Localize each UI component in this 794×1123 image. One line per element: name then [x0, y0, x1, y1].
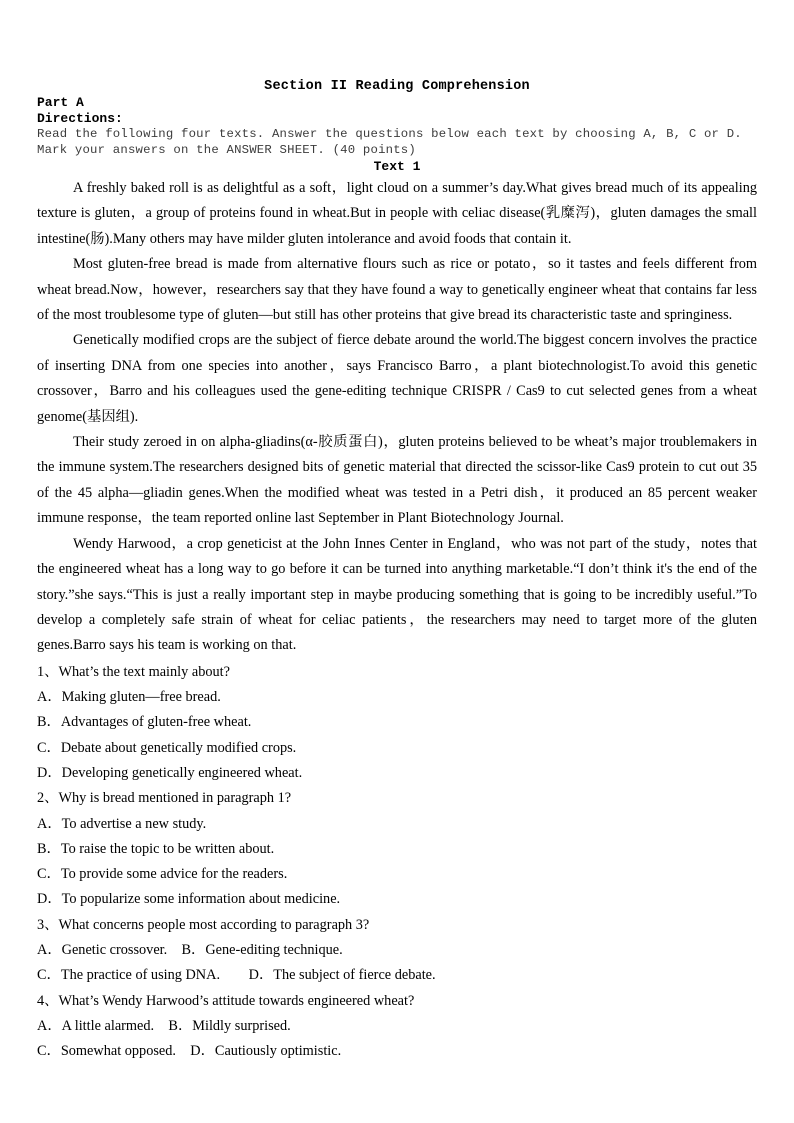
- question-section: [37, 660, 757, 1065]
- question-3-options-cd: C．The practice of using DNA. D．The subject of fierce debate.: [37, 967, 436, 984]
- directions-text: Read the following four texts. Answer the questions below each text by choosing A, B, C or D. Mark your answers on the ANSWER SHEET. (40 points): [37, 127, 742, 157]
- question-1-option-a: A．Making gluten—free bread.: [37, 689, 221, 706]
- question-2-stem: 2、Why is bread mentioned in paragraph 1?: [37, 790, 292, 807]
- part-label: Part A: [37, 95, 84, 110]
- question-2-option-b: B．To raise the topic to be written about.: [37, 840, 275, 857]
- question-1: [37, 660, 757, 786]
- question-1-option-d: D．Developing genetically engineered wheat.: [37, 764, 303, 781]
- question-4: [37, 989, 757, 1065]
- reading-passage: [37, 176, 757, 659]
- passage-paragraph-5: Wendy Harwood，a crop geneticist at the John Innes Center in England，who was not part of the study，notes that the engineered wheat has a long way to go before it can be turned into anything marketable.“I don’t think it's the end of the story.”she says.“This is just a really important step in maybe producing something that is going to be incredibly useful.”To develop a completely safe strain of wheat for celiac patients，the researchers may need to target more of the gluten genes.Barro says his team is working on that.: [37, 535, 757, 654]
- question-2-option-c: C．To provide some advice for the readers.: [37, 866, 288, 883]
- passage-paragraph-4: Their study zeroed in on alpha-gliadins(α-胶质蛋白)，gluten proteins believed to be wheat’s major troublemakers in the immune system.The researchers designed bits of genetic material that directed the scissor-like Cas9 protein to cut out 35 of the 45 alpha—gliadin genes.When the modified wheat was tested in a Petri dish，it produced an 85 percent weaker immune response，the team reported online last September in Plant Biotechnology Journal.: [37, 434, 757, 527]
- question-1-option-c: C．Debate about genetically modified crops.: [37, 739, 297, 756]
- question-1-option-b: B．Advantages of gluten-free wheat.: [37, 714, 252, 731]
- text-title: Text 1: [373, 159, 421, 174]
- section-title: Section II Reading Comprehension: [264, 79, 530, 94]
- directions-label: Directions:: [37, 111, 123, 126]
- question-4-options-ab: A．A little alarmed. B．Mildly surprised.: [37, 1017, 291, 1034]
- passage-paragraph-2: Most gluten-free bread is made from alternative flours such as rice or potato，so it tastes and feels different from wheat bread.Now，however，researchers say that they have found a way to genetically engineer wheat that contains far less of the most troublesome type of gluten—but still has other proteins that give bread its characteristic taste and springiness.: [37, 256, 757, 324]
- question-2-option-a: A．To advertise a new study.: [37, 815, 207, 832]
- question-3-options-ab: A．Genetic crossover. B．Gene-editing technique.: [37, 941, 343, 958]
- question-3-stem: 3、What concerns people most according to paragraph 3?: [37, 916, 370, 933]
- passage-paragraph-1: A freshly baked roll is as delightful as a soft，light cloud on a summer’s day.What gives bread much of its appealing texture is gluten，a group of proteins found in wheat.But in people with celiac disease(乳糜泻)，gluten damages the small intestine(肠).Many others may have milder gluten intolerance and avoid foods that contain it.: [37, 180, 757, 247]
- question-2-option-d: D．To popularize some information about medicine.: [37, 891, 341, 908]
- question-4-options-cd: C．Somewhat opposed. D．Cautiously optimistic.: [37, 1043, 342, 1060]
- question-4-stem: 4、What’s Wendy Harwood’s attitude towards engineered wheat?: [37, 992, 415, 1009]
- question-3: [37, 913, 757, 989]
- question-1-stem: 1、What’s the text mainly about?: [37, 663, 230, 680]
- question-2: [37, 786, 757, 912]
- passage-paragraph-3: Genetically modified crops are the subject of fierce debate around the world.The biggest concern involves the practice of inserting DNA from one species into another，says Francisco Barro，a plant biotechnologist.To avoid this genetic crossover，Barro and his colleagues used the gene-editing technique CRISPR / Cas9 to cut selected genes from a wheat genome(基因组).: [37, 332, 757, 425]
